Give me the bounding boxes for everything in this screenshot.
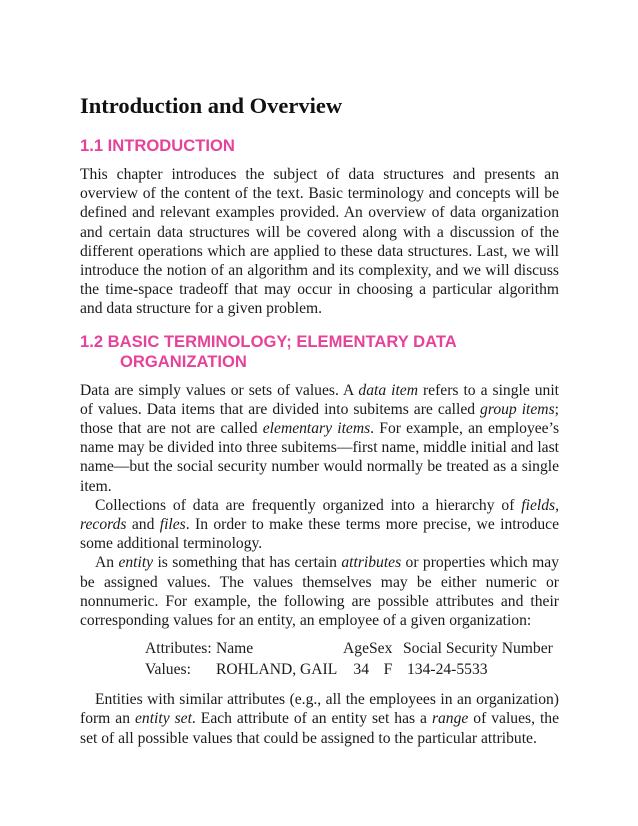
- value-sex: F: [383, 661, 393, 679]
- introduction-paragraph: This chapter introduces the subject of data structures and presents an overview of the content of the text. Basic terminology and concepts will be defined and relevant examples provided. An overview of data organization and certain data structures will be covered along with a discussion of the different operations which are applied to these data structures. Last, we will introduce the notion of an algorithm and its complexity, and we will discuss the time-space tradeoff that may occur in choosing a particular algorithm and data structure for a given problem.: [80, 166, 559, 318]
- term-entity: entity: [118, 554, 154, 572]
- term-data-item: data item: [358, 381, 418, 399]
- section-heading-basic-terminology: [80, 332, 559, 372]
- table-row-attributes: [145, 639, 553, 660]
- term-records: records: [80, 516, 127, 534]
- paragraph-hierarchy: Collections of data are frequently organized into a hierarchy of fields, records and files. In order to make these terms more precise, we introduce some additional terminology.: [80, 496, 559, 553]
- table-row-values: [145, 660, 553, 681]
- term-entity-set: entity set: [134, 710, 192, 728]
- value-name: ROHLAND, GAIL: [216, 661, 338, 679]
- term-elementary-items: elementary items: [262, 420, 371, 438]
- header-age: Age: [343, 640, 369, 658]
- term-range: range: [431, 710, 469, 728]
- document-page: [80, 92, 559, 748]
- header-name: Name: [216, 640, 254, 658]
- paragraph-entity-set: Entities with similar attributes (e.g., all the employees in an organization) form an entity set. Each attribute of an entity set has a range of values, the set of all possible values that could be assigned to the particular attribute.: [80, 691, 560, 747]
- term-fields: fields: [521, 496, 556, 514]
- chapter-title: Introduction and Overview: [80, 93, 343, 118]
- term-group-items: group items: [480, 400, 555, 418]
- value-age: 34: [353, 661, 369, 679]
- header-sex: Sex: [369, 640, 393, 658]
- values-label: Values:: [145, 661, 191, 679]
- term-attributes: attributes: [341, 554, 402, 572]
- paragraph-entity: An entity is something that has certain attributes or properties which may be assigned values. The values themselves may be either numeric or nonnumeric. For example, the following are possible attributes and their corresponding values for an entity, an employee of a given organization:: [80, 554, 559, 630]
- section-heading-introduction: 1.1 INTRODUCTION: [80, 136, 235, 155]
- header-ssn: Social Security Number: [403, 640, 553, 658]
- section-heading-line2: ORGANIZATION: [120, 351, 247, 371]
- attribute-value-table: [145, 639, 553, 681]
- section-heading-line1: 1.2 BASIC TERMINOLOGY; ELEMENTARY DATA: [80, 331, 457, 351]
- paragraph-data-items: Data are simply values or sets of values. A data item refers to a single unit of values. Data items that are divided into subitems are called group items; those that are not are called elementary items. For example, an employee’s name may be divided into three subitems—first name, middle initial and last name—but the social security number would normally be treated as a single item.: [80, 381, 560, 495]
- value-ssn: 134-24-5533: [407, 661, 488, 679]
- term-files: files: [159, 516, 186, 534]
- attributes-label: Attributes:: [145, 640, 212, 658]
